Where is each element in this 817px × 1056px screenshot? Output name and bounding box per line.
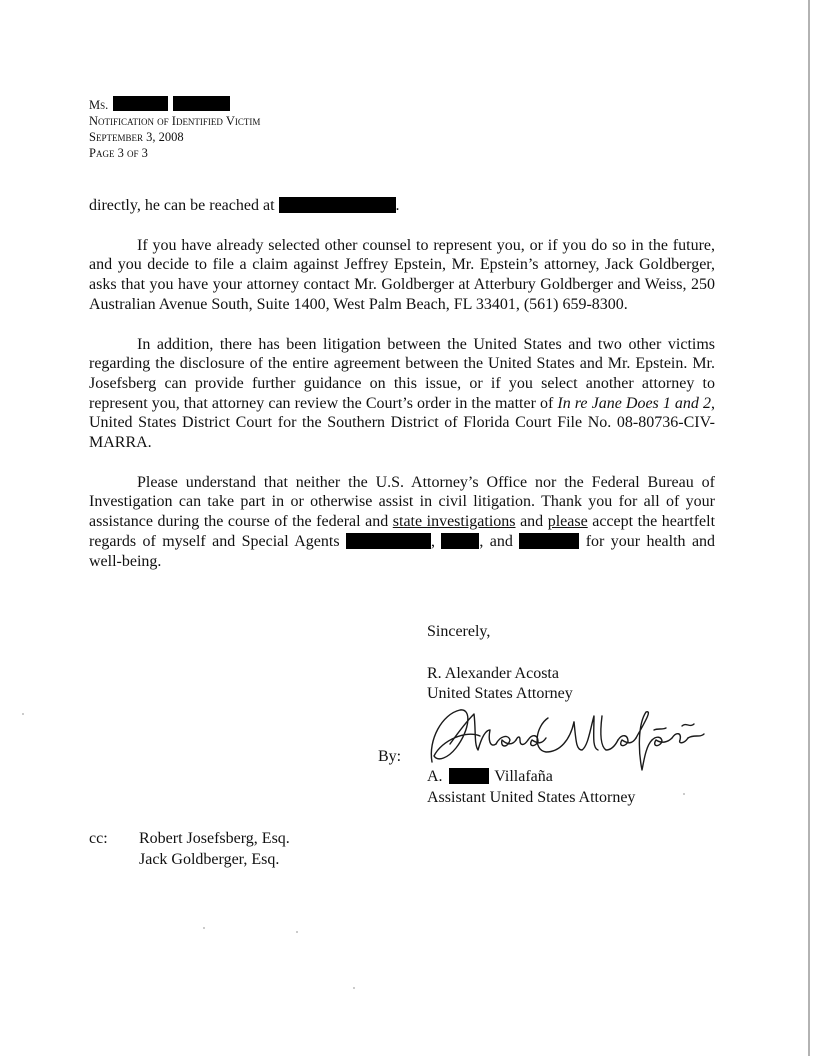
paragraph-other-counsel: If you have already selected other counsel to represent you, or if you do so in the future, and you decide to file a claim against Jeffrey Epstein, Mr. Epstein’s attorney, Jack Goldberger, asks that you have your attorney contact Mr. Goldberger at Atterbury Goldberger and Weiss, 250 Australian Avenue South, Suite 1400, West Palm Beach, FL 33401, (561) 659-8300. (89, 236, 715, 313)
recipient-line (89, 96, 260, 113)
by-label: By: (378, 748, 402, 765)
subject-line: Notification of Identified Victim (89, 114, 261, 128)
redacted-agent-name-3 (519, 533, 579, 549)
cc-recipient: Jack Goldberger, Esq. (139, 851, 280, 868)
closing-sincerely: Sincerely, (427, 623, 491, 640)
date-line: September 3, 2008 (89, 130, 184, 144)
cc-recipients (139, 828, 290, 870)
cc-recipient: Robert Josefsberg, Esq. (139, 830, 290, 847)
redacted-first-name (113, 96, 168, 111)
scanned-page-edge (808, 0, 810, 1056)
cc-label: cc: (89, 830, 108, 847)
signer-name: A. Villafaña (427, 768, 553, 785)
redacted-agent-name-2 (441, 533, 479, 549)
underlined-word: please (547, 513, 588, 531)
signer-block (427, 766, 635, 808)
signature-block (427, 622, 573, 704)
redacted-phone-number (279, 197, 396, 213)
recipient-salutation: Ms. (89, 98, 109, 112)
scan-speck (353, 987, 355, 989)
scan-speck (683, 793, 685, 795)
redacted-signer-first-name (449, 768, 489, 784)
case-name: In re Jane Does 1 and 2 (557, 394, 711, 412)
us-attorney-title: United States Attorney (427, 685, 573, 702)
us-attorney-name: R. Alexander Acosta (427, 665, 559, 682)
paragraph-closing-thanks: Please understand that neither the U.S. Attorney’s Office nor the Federal Bureau of Investigation can take part in or otherwise assist in civil litigation. Thank you for all of your assistance during the course of the federal and state investigations and please accept the heartfelt regards of myself and Special Agents , , and for your health and well-being. (89, 473, 716, 570)
redacted-agent-name-1 (346, 533, 431, 549)
paragraph-litigation: In addition, there has been litigation between the United States and two other victims regarding the disclosure of the entire agreement between the United States and Mr. Epstein. Mr. Josefsberg can provide further guidance on this issue, or if you select another attorney to represent you, that attorney can review the Court’s order in the matter of In re Jane Does 1 and 2, United States District Court for the Southern District of Florida Court File No. 08-80736-CIV-MARRA. (89, 335, 715, 452)
redacted-last-name (173, 96, 230, 111)
letter-header (89, 96, 260, 161)
scan-speck (203, 927, 205, 929)
signer-title: Assistant United States Attorney (427, 789, 636, 806)
scan-speck (296, 931, 298, 933)
scan-speck (22, 713, 24, 715)
underlined-phrase: state investigations (392, 513, 516, 531)
paragraph-contact: directly, he can be reached at . (89, 197, 400, 214)
letter-body (89, 196, 715, 571)
page-number: Page 3 of 3 (89, 146, 148, 160)
